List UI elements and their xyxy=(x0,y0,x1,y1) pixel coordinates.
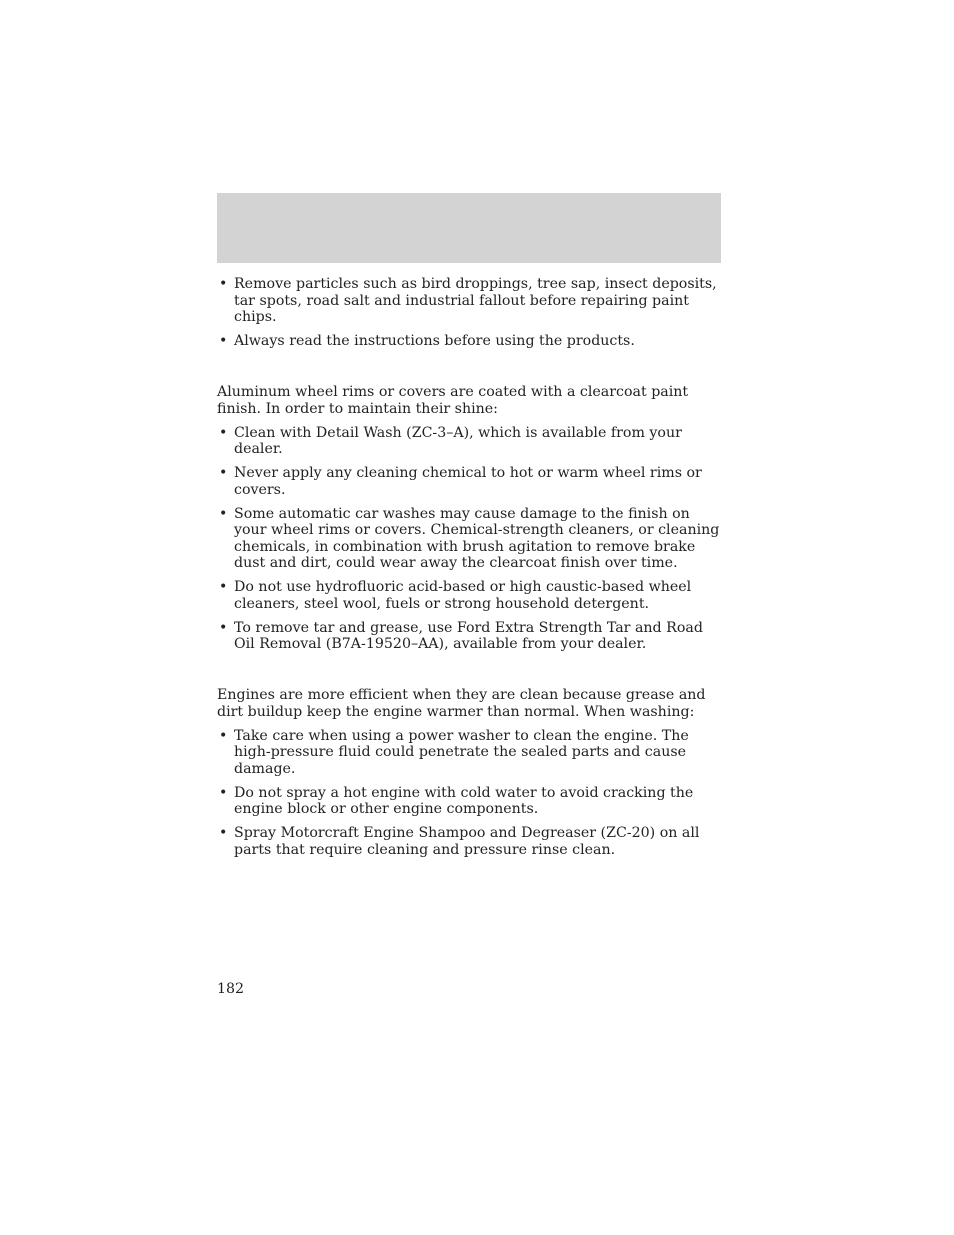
list-item: • Take care when using a power washer to clean the engine. The high-pressure fluid could penetrate the sealed parts and cause damage. xyxy=(217,728,721,778)
list-item: • Some automatic car washes may cause damage to the finish on your wheel rims or covers. Chemical-strength cleaners, or cleaning chemicals, in combination with brush agitation to remove brake dust and dirt, could wear away the clearcoat finish over time. xyxy=(217,506,721,572)
list-item: • Do not use hydrofluoric acid-based or high caustic-based wheel cleaners, steel wool, fuels or strong household detergent. xyxy=(217,579,721,612)
list-item: • To remove tar and grease, use Ford Extra Strength Tar and Road Oil Removal (B7A-19520–AA), available from your dealer. xyxy=(217,620,721,653)
wheels-care-list xyxy=(217,425,721,653)
header-band xyxy=(217,193,721,263)
section-spacer xyxy=(217,357,721,384)
list-item: • Never apply any cleaning chemical to hot or warm wheel rims or covers. xyxy=(217,465,721,498)
page-content xyxy=(217,276,721,866)
engine-care-list xyxy=(217,728,721,859)
section-spacer xyxy=(217,660,721,687)
engine-intro: Engines are more efficient when they are clean because grease and dirt buildup keep the engine warmer than normal. When washing: xyxy=(217,687,706,720)
list-item: • Do not spray a hot engine with cold water to avoid cracking the engine block or other engine components. xyxy=(217,785,721,818)
list-item: • Clean with Detail Wash (ZC-3–A), which is available from your dealer. xyxy=(217,425,721,458)
list-item: • Spray Motorcraft Engine Shampoo and Degreaser (ZC-20) on all parts that require cleaning and pressure rinse clean. xyxy=(217,825,721,858)
wheels-intro: Aluminum wheel rims or covers are coated with a clearcoat paint finish. In order to maintain their shine: xyxy=(217,384,689,417)
list-item: • Remove particles such as bird droppings, tree sap, insect deposits, tar spots, road salt and industrial fallout before repairing paint chips. xyxy=(217,276,721,326)
list-item: • Always read the instructions before using the products. xyxy=(217,333,721,350)
page-number: 182 xyxy=(217,981,245,997)
paint-care-list xyxy=(217,276,721,350)
